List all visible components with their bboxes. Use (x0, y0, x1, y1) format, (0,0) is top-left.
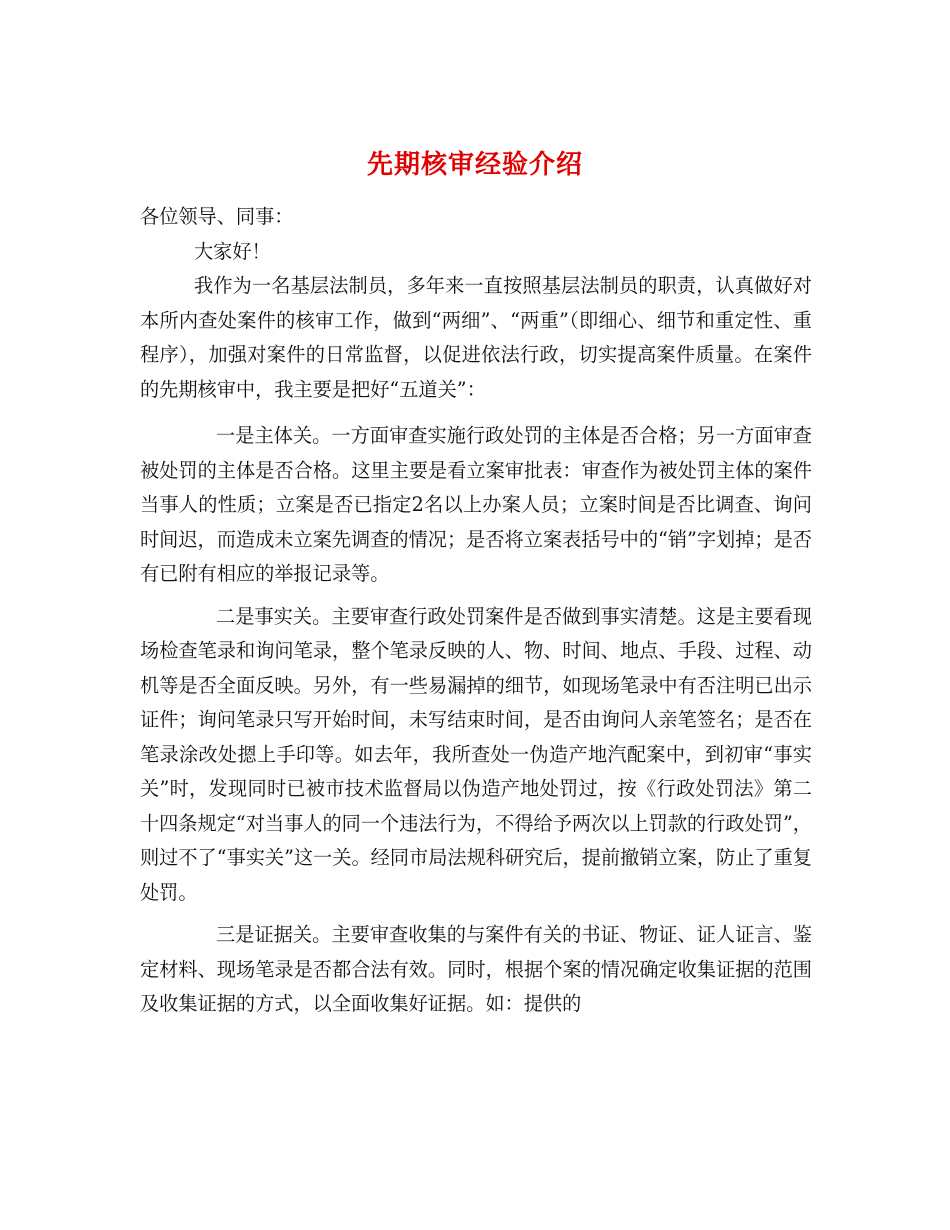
salutation: 各位领导、同事： (140, 205, 294, 228)
paragraph-fact-check: 二是事实关。主要审查行政处罚案件是否做到事实清楚。这是主要看现场检查笔录和询问笔录，整个笔录反映的人、物、时间、地点、手段、过程、动机等是否全面反映。另外，有一些易漏掉的细节，如现场笔录中有否注明已出示证件；询问笔录只写开始时间，未写结束时间，是否由询问人亲笔签名；是否在笔录涂改处摁上手印等。如去年，我所查处一伪造产地汽配案中，到初审“事实关”时，发现同时已被市技术监督局以伪造产地处罚过，按《行政处罚法》第二十四条规定“对当事人的同一个违法行为，不得给予两次以上罚款的行政处罚”，则过不了“事实关”这一关。经同市局法规科研究后，提前撤销立案，防止了重复处罚。 (140, 604, 812, 904)
paragraph-evidence-check: 三是证据关。主要审查收集的与案件有关的书证、物证、证人证言、鉴定材料、现场笔录是否都合法有效。同时，根据个案的情况确定收集证据的范围及收集证据的方式，以全面收集好证据。如：提供的 (140, 923, 812, 1015)
document-title: 先期核审经验介绍 (366, 150, 583, 181)
document-body (140, 200, 812, 1022)
paragraph-subject-check: 一是主体关。一方面审查实施行政处罚的主体是否合格；另一方面审查被处罚的主体是否合格。这里主要是看立案审批表：审查作为被处罚主体的案件当事人的性质；立案是否已指定2名以上办案人员；立案时间是否比调查、询问时间迟，而造成未立案先调查的情况；是否将立案表括号中的“销”字划掉；是否有已附有相应的举报记录等。 (140, 424, 812, 585)
paragraph-intro: 我作为一名基层法制员，多年来一直按照基层法制员的职责，认真做好对本所内查处案件的核审工作，做到“两细”、“两重”（即细心、细节和重定性、重程序），加强对案件的日常监督，以促进依法行政，切实提高案件质量。在案件的先期核审中，我主要是把好“五道关”： (140, 274, 812, 401)
greeting: 大家好！ (194, 239, 271, 263)
